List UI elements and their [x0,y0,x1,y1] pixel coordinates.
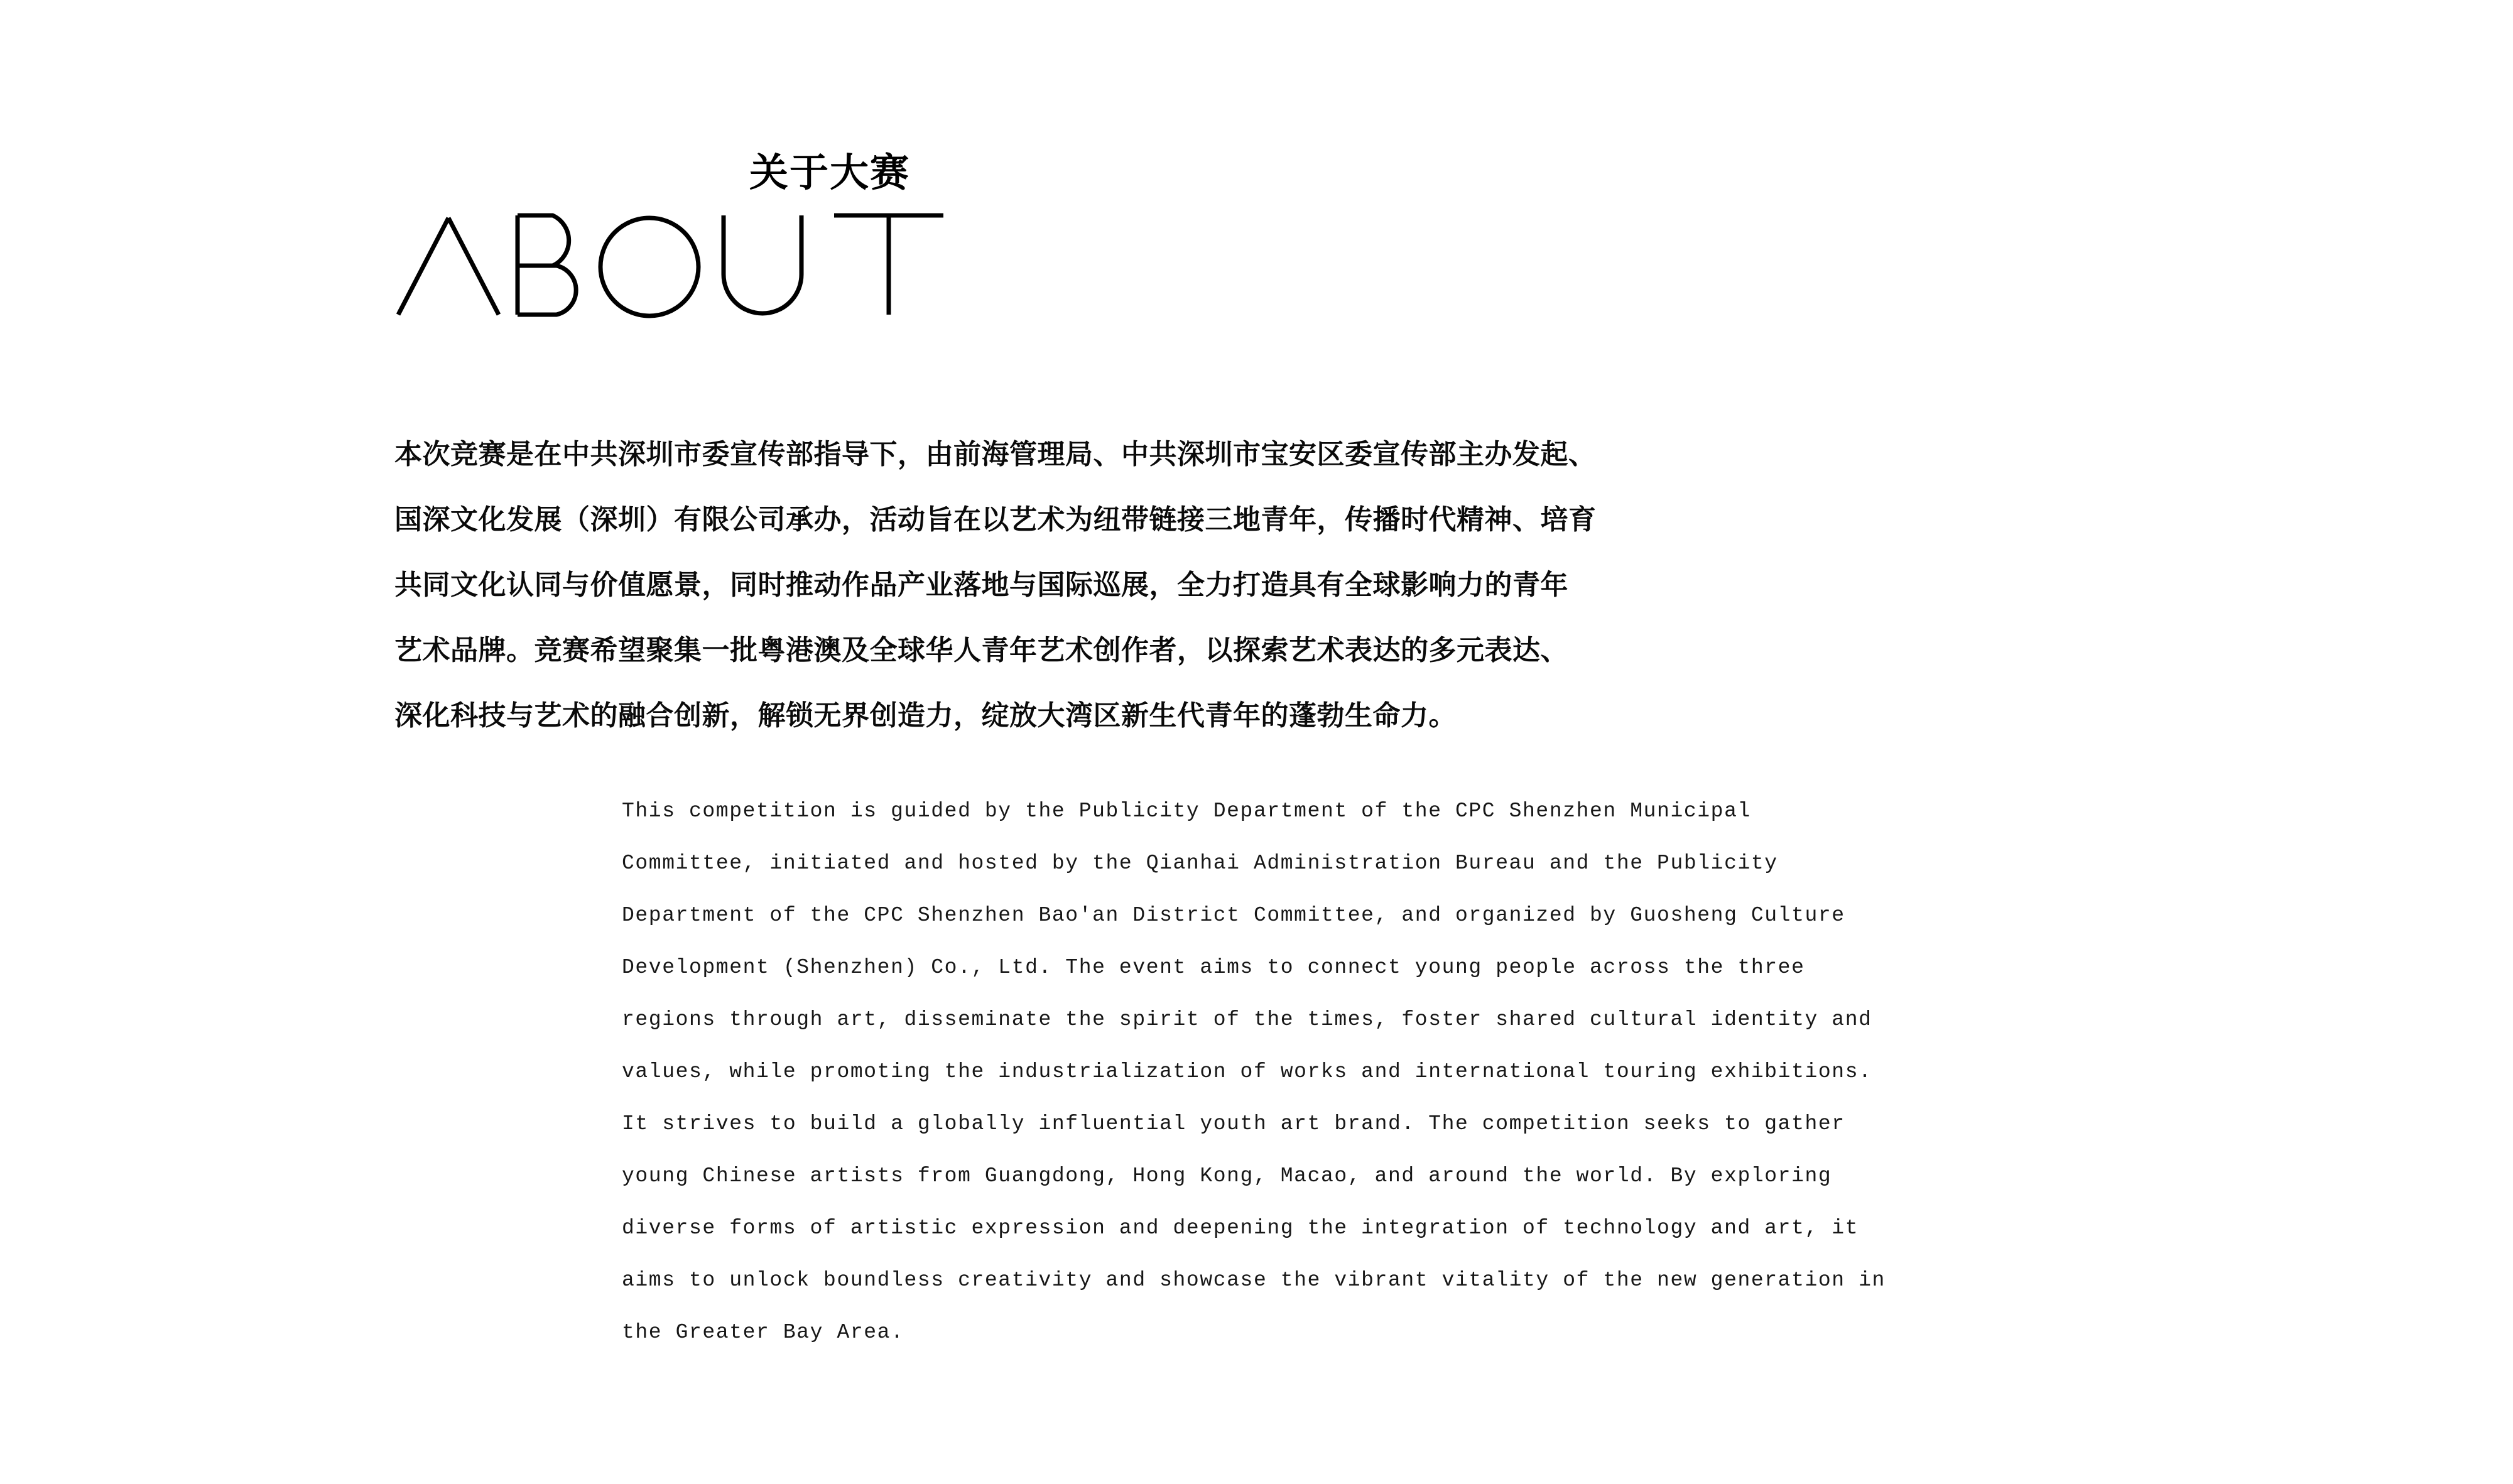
en-line: Department of the CPC Shenzhen Bao'an District Committee, and organized by Guosheng Culture [622,904,1845,927]
en-line: regions through art, disseminate the spirit of the times, foster shared cultural identity and [622,1008,1872,1031]
heading-block [394,151,2027,320]
cn-line: 深化科技与艺术的融合创新，解锁无界创造力，绽放大湾区新生代青年的蓬勃生命力。 [394,700,1457,731]
en-line: values, while promoting the industrialization of works and international touring exhibitions. [622,1060,1872,1083]
en-line: the Greater Bay Area. [622,1321,904,1344]
about-wordmark-svg [394,207,947,320]
about-paragraph-english [622,785,2104,1358]
cn-line: 艺术品牌。竞赛希望聚集一批粤港澳及全球华人青年艺术创作者，以探索艺术表达的多元表达、 [394,635,1568,666]
en-line: This competition is guided by the Publicity Department of the CPC Shenzhen Municipal [622,799,1751,823]
about-paragraph-chinese [394,422,1902,749]
cn-line: 本次竞赛是在中共深圳市委宣传部指导下，由前海管理局、中共深圳市宝安区委宣传部主办发起、 [394,439,1597,470]
en-line: Development (Shenzhen) Co., Ltd. The event aims to connect young people across the three [622,956,1805,979]
en-line: aims to unlock boundless creativity and showcase the vibrant vitality of the new generation in [622,1269,1886,1292]
page-title-english-wordmark [394,207,2027,320]
en-line: Committee, initiated and hosted by the Qianhai Administration Bureau and the Publicity [622,852,1778,875]
en-line: diverse forms of artistic expression and deepening the integration of technology and art, it [622,1216,1859,1240]
cn-line: 共同文化认同与价值愿景，同时推动作品产业落地与国际巡展，全力打造具有全球影响力的青年 [394,570,1568,600]
en-line: It strives to build a globally influential youth art brand. The competition seeks to gather [622,1112,1845,1135]
page-title-chinese: 关于大赛 [749,151,911,195]
en-line: young Chinese artists from Guangdong, Hong Kong, Macao, and around the world. By exploring [622,1164,1832,1188]
cn-line: 国深文化发展（深圳）有限公司承办，活动旨在以艺术为纽带链接三地青年，传播时代精神、培育 [394,504,1597,535]
